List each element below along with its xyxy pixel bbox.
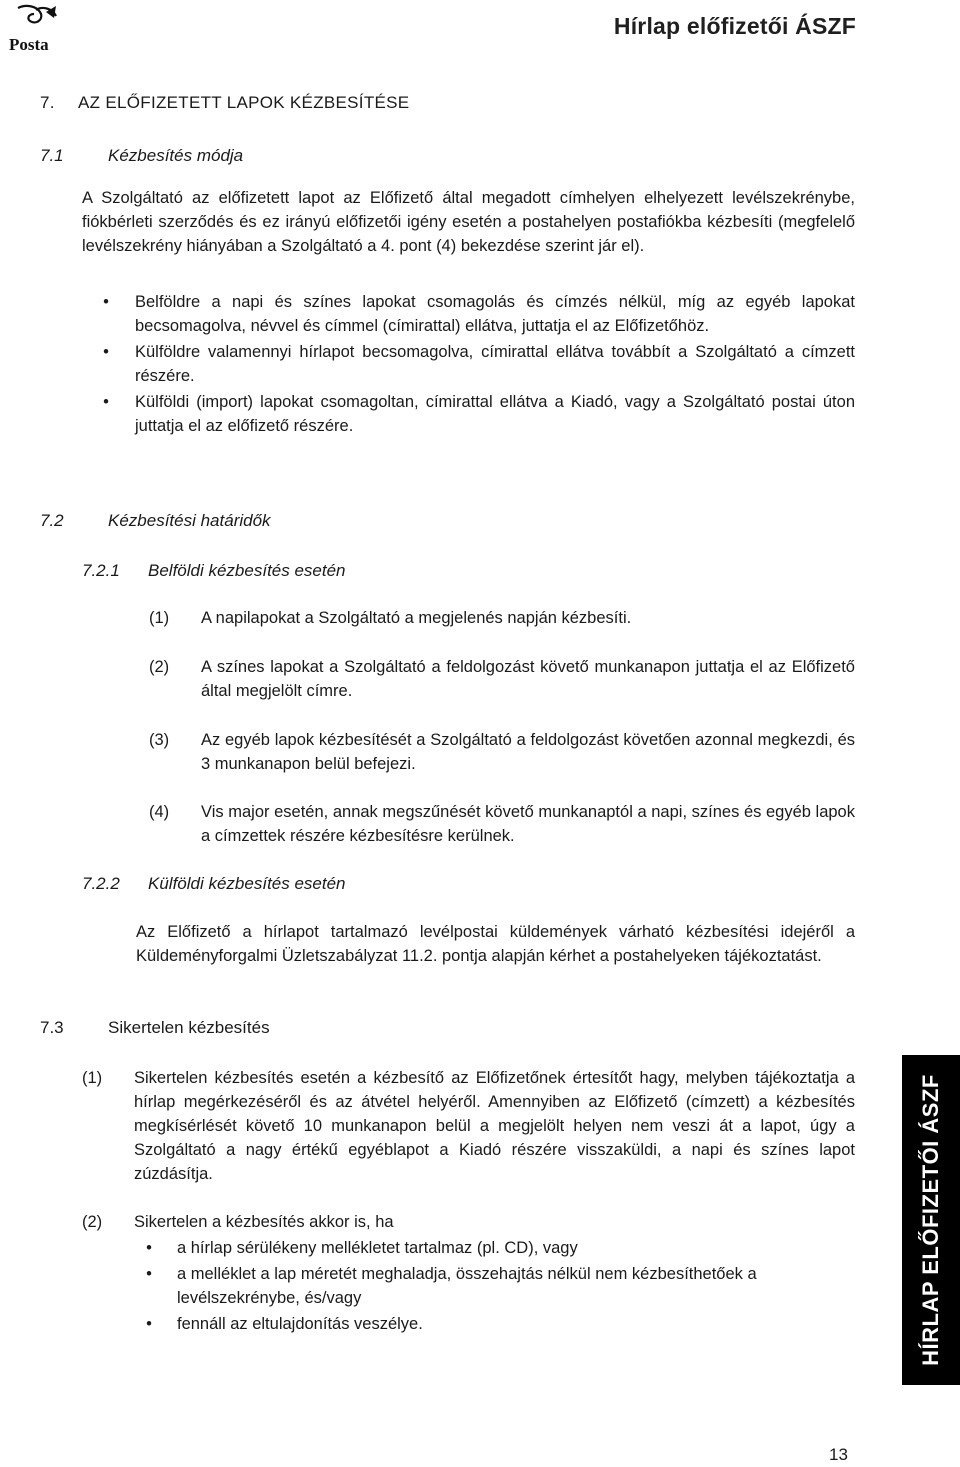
item-text: A színes lapokat a Szolgáltató a feldolgozást követő munkanapon juttatja el az Előfizető által megjelölt címre. bbox=[201, 658, 855, 700]
subsection-heading-7-2-2 bbox=[82, 872, 346, 896]
subsection-heading-7-1 bbox=[40, 144, 243, 168]
subsection-number: 7.2.1 bbox=[82, 561, 120, 580]
bullet-icon: • bbox=[146, 1265, 152, 1283]
item-text: Vis major esetén, annak megszűnését követő munkanaptól a napi, színes és egyéb lapok a címzettek részére kézbesítésre kerülnek. bbox=[201, 803, 855, 845]
item-number: (2) bbox=[149, 658, 170, 676]
bullet-icon: • bbox=[103, 393, 109, 411]
side-tab bbox=[902, 1055, 960, 1385]
side-tab-label: HÍRLAP ELŐFIZETŐI ÁSZF bbox=[918, 1074, 943, 1366]
list-item: • fennáll az eltulajdonítás veszélye. bbox=[143, 1312, 855, 1336]
page-number: 13 bbox=[829, 1445, 848, 1464]
list-item: • Belföldre a napi és színes lapokat csomagolás és címzés nélkül, míg az egyéb lapokat becsomagolva, névvel és címmel (címirattal) ellátva, juttatja el az Előfizetőhöz. bbox=[100, 290, 855, 338]
delivery-paragraph: A Szolgáltató az előfizetett lapot az Előfizető által megadott címhelyen elhelyezett levélszekrénybe, fiókbérleti szerződés és ez irányú előfizetői igény esetén a postahelyen postafiókba kézbesíti (megfelelő levélszekrény hiányában a Szolgáltató a 4. pont (4) bekezdése szerint jár el). bbox=[82, 189, 855, 255]
subsection-number: 7.2.2 bbox=[82, 874, 120, 893]
bullet-icon: • bbox=[103, 293, 109, 311]
section-title: AZ ELŐFIZETETT LAPOK KÉZBESÍTÉSE bbox=[78, 93, 410, 112]
delivery-bullet-list bbox=[100, 290, 855, 440]
bullet-icon: • bbox=[103, 343, 109, 361]
item-number: (4) bbox=[149, 803, 170, 821]
section-heading bbox=[40, 91, 409, 115]
subsection-number: 7.3 bbox=[40, 1018, 64, 1037]
item-text: Sikertelen kézbesítés esetén a kézbesítő az Előfizetőnek értesítőt hagy, melyben tájékoztatja a hírlap megérkezéséről és az átvétel helyéről. Amennyiben az Előfizető (címzett) a kézbesítés megkísérlését követő 10 munkanapon belül a megjelölt helyen nem veszi át a lapot, úgy a Szolgáltató a nagy értékű egyéblapot a Kiadó részére visszaküldi, a napi és színes lapot zúzdásítja. bbox=[134, 1069, 855, 1183]
bullet-icon: • bbox=[146, 1239, 152, 1257]
list-item: • a melléklet a lap méretét meghaladja, összehajtás nélkül nem kézbesíthetőek a levélszekrénybe, és/vagy bbox=[143, 1262, 855, 1310]
failure-bullet-list bbox=[143, 1236, 855, 1338]
subsection-heading-7-2 bbox=[40, 509, 271, 533]
header-title: Hírlap előfizetői ÁSZF bbox=[613, 13, 856, 39]
list-item: • a hírlap sérülékeny mellékletet tartalmaz (pl. CD), vagy bbox=[143, 1236, 855, 1260]
section-number: 7. bbox=[40, 93, 55, 112]
item-text: Az egyéb lapok kézbesítését a Szolgáltató a feldolgozást követően azonnal megkezdi, és 3 munkanapon belül befejezi. bbox=[201, 731, 855, 773]
subsection-heading-7-3 bbox=[40, 1016, 270, 1040]
subsection-number: 7.2 bbox=[40, 511, 64, 530]
foreign-delivery-paragraph: Az Előfizető a hírlapot tartalmazó levélpostai küldemények várható kézbesítési idejéről a Küldeményforgalmi Üzletszabályzat 11.2. pontja alapján kérhet a postahelyeken tájékoztatást. bbox=[136, 923, 855, 965]
subsection-title: Sikertelen kézbesítés bbox=[108, 1018, 270, 1037]
item-number: (2) bbox=[82, 1213, 103, 1231]
item-text: A napilapokat a Szolgáltató a megjelenés napján kézbesíti. bbox=[201, 609, 632, 627]
posta-logo bbox=[6, 2, 62, 58]
subsection-title: Külföldi kézbesítés esetén bbox=[148, 874, 346, 893]
subsection-number: 7.1 bbox=[40, 146, 64, 165]
posthorn-icon bbox=[6, 2, 62, 58]
subsection-heading-7-2-1 bbox=[82, 559, 346, 583]
list-item: • Külföldre valamennyi hírlapot becsomagolva, címirattal ellátva továbbít a Szolgáltató a címzett részére. bbox=[100, 340, 855, 388]
item-number: (1) bbox=[149, 609, 170, 627]
subsection-title: Belföldi kézbesítés esetén bbox=[148, 561, 346, 580]
bullet-icon: • bbox=[146, 1315, 152, 1333]
item-text: Sikertelen a kézbesítés akkor is, ha bbox=[134, 1213, 394, 1231]
item-number: (3) bbox=[149, 731, 170, 749]
subsection-title: Kézbesítési határidők bbox=[108, 511, 271, 530]
subsection-title: Kézbesítés módja bbox=[108, 146, 244, 165]
list-item: • Külföldi (import) lapokat csomagoltan, címirattal ellátva a Kiadó, vagy a Szolgáltató postai úton juttatja el az előfizető részére. bbox=[100, 390, 855, 438]
item-number: (1) bbox=[82, 1069, 103, 1087]
logo-text: Posta bbox=[9, 35, 49, 54]
